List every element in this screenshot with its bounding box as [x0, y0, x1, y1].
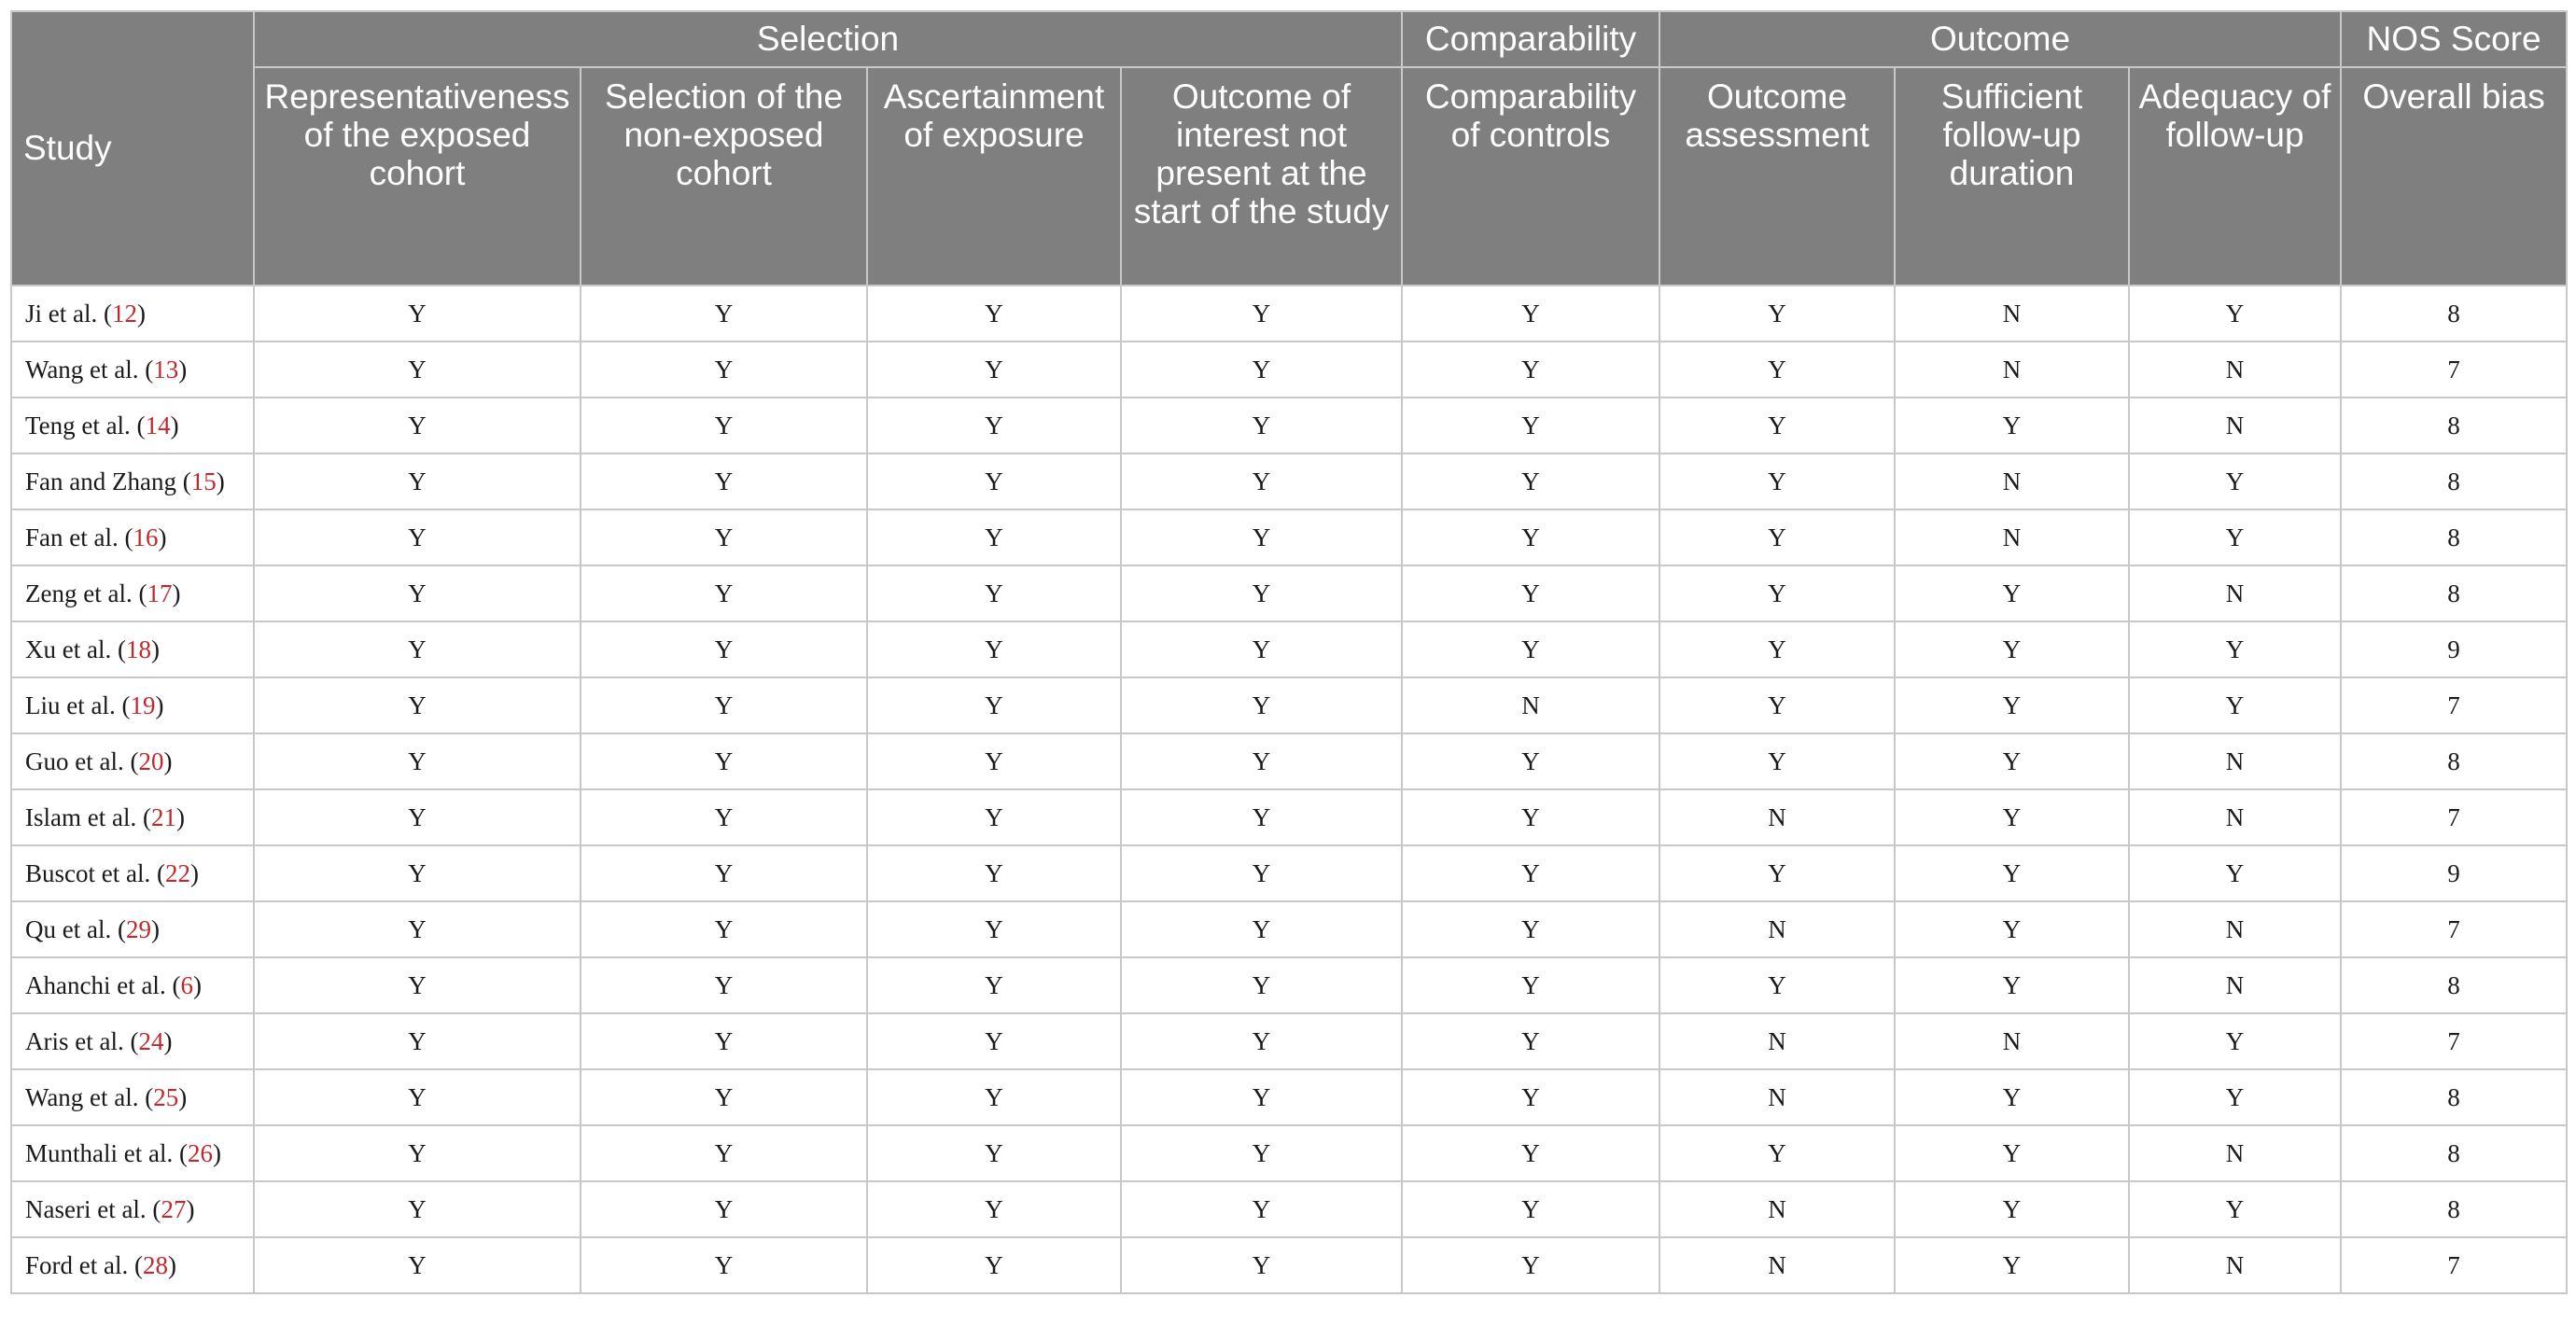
criterion-cell: Y [1659, 621, 1895, 677]
criterion-cell: Y [1121, 1125, 1402, 1181]
criterion-cell: Y [1121, 677, 1402, 733]
study-name: Fan and Zhang ( [25, 467, 191, 495]
study-name: Munthali et al. ( [25, 1138, 188, 1167]
criterion-cell: N [1659, 789, 1895, 845]
criterion-cell: N [1895, 453, 2129, 509]
selection-non-exposed-header: Selection of the non-exposed cohort [581, 67, 867, 286]
criterion-cell: Y [2129, 453, 2341, 509]
criterion-cell: Y [581, 621, 867, 677]
criterion-cell: Y [254, 1237, 581, 1293]
comparability-header: Comparability [1402, 11, 1659, 67]
study-name: Aris et al. ( [25, 1026, 139, 1055]
criterion-cell: Y [1121, 733, 1402, 789]
study-cell [11, 286, 254, 342]
criterion-cell: Y [1121, 1181, 1402, 1237]
criterion-cell: Y [581, 565, 867, 621]
criterion-cell: Y [1121, 901, 1402, 957]
criterion-cell: Y [1895, 1069, 2129, 1125]
study-name: Wang et al. ( [25, 355, 154, 384]
score-cell: 8 [2341, 1181, 2567, 1237]
criterion-cell: Y [581, 677, 867, 733]
criterion-cell: Y [1402, 1069, 1659, 1125]
criterion-cell: N [1895, 342, 2129, 398]
criterion-cell: Y [867, 957, 1121, 1013]
study-cell [11, 957, 254, 1013]
table-row [11, 398, 2567, 453]
outcome-not-present-header: Outcome of interest not present at the start of the study [1121, 67, 1402, 286]
criterion-cell: Y [2129, 1013, 2341, 1069]
criterion-cell: Y [1659, 733, 1895, 789]
score-cell: 9 [2341, 621, 2567, 677]
criterion-cell: N [2129, 398, 2341, 453]
criterion-cell: N [1659, 1237, 1895, 1293]
criterion-cell: Y [867, 677, 1121, 733]
study-name-close: ) [172, 579, 181, 607]
table-row [11, 901, 2567, 957]
criterion-cell: Y [867, 453, 1121, 509]
overall-bias-header: Overall bias [2341, 67, 2567, 286]
study-name-close: ) [178, 355, 188, 384]
criterion-cell: Y [254, 398, 581, 453]
criterion-cell: N [2129, 957, 2341, 1013]
study-name-close: ) [216, 467, 225, 495]
criterion-cell: Y [867, 398, 1121, 453]
criterion-cell: Y [581, 845, 867, 901]
score-cell: 7 [2341, 342, 2567, 398]
criterion-cell: Y [1121, 845, 1402, 901]
table-row [11, 1237, 2567, 1293]
score-cell: 8 [2341, 957, 2567, 1013]
criterion-cell: Y [1402, 621, 1659, 677]
table-row [11, 453, 2567, 509]
study-name-close: ) [158, 523, 167, 551]
table-row [11, 733, 2567, 789]
criterion-cell: N [2129, 1125, 2341, 1181]
table-row [11, 286, 2567, 342]
table-row [11, 845, 2567, 901]
study-name-close: ) [186, 1194, 195, 1223]
criterion-cell: Y [254, 453, 581, 509]
criterion-cell: Y [867, 286, 1121, 342]
study-name-close: ) [178, 1082, 188, 1111]
reference-link[interactable]: 22 [164, 858, 190, 887]
reference-link[interactable]: 20 [138, 746, 164, 775]
criterion-cell: N [2129, 733, 2341, 789]
criterion-cell: Y [1121, 286, 1402, 342]
criterion-cell: Y [581, 1013, 867, 1069]
criterion-cell: Y [581, 342, 867, 398]
criterion-cell: Y [581, 1237, 867, 1293]
criterion-cell: Y [254, 286, 581, 342]
followup-duration-header: Sufficient follow-up duration [1895, 67, 2129, 286]
criterion-cell: Y [1895, 845, 2129, 901]
criterion-cell: Y [1121, 398, 1402, 453]
study-name-close: ) [167, 1250, 176, 1279]
criterion-cell: Y [1895, 901, 2129, 957]
criterion-cell: Y [1121, 509, 1402, 565]
study-name: Zeng et al. ( [25, 579, 147, 607]
criterion-cell: Y [1659, 286, 1895, 342]
study-name: Naseri et al. ( [25, 1194, 161, 1223]
study-cell [11, 342, 254, 398]
score-cell: 8 [2341, 1069, 2567, 1125]
criterion-cell: Y [254, 342, 581, 398]
study-name: Wang et al. ( [25, 1082, 154, 1111]
criterion-cell: Y [254, 901, 581, 957]
criterion-cell: Y [1402, 901, 1659, 957]
criterion-cell: Y [1121, 789, 1402, 845]
criterion-cell: Y [1121, 1237, 1402, 1293]
criterion-cell: N [1659, 1181, 1895, 1237]
study-name: Teng et al. ( [25, 411, 146, 439]
criterion-cell: Y [1659, 342, 1895, 398]
criterion-cell: Y [581, 733, 867, 789]
reference-link[interactable]: 28 [142, 1250, 168, 1279]
study-name: Fan et al. ( [25, 523, 133, 551]
header-row-criteria [11, 67, 2567, 286]
criterion-cell: Y [254, 1181, 581, 1237]
criterion-cell: Y [867, 621, 1121, 677]
study-name-close: ) [163, 746, 173, 775]
criterion-cell: Y [1402, 342, 1659, 398]
criterion-cell: Y [254, 789, 581, 845]
criterion-cell: N [2129, 565, 2341, 621]
criterion-cell: Y [254, 733, 581, 789]
criterion-cell: Y [581, 453, 867, 509]
criterion-cell: Y [1659, 509, 1895, 565]
ascertainment-header: Ascertainment of exposure [867, 67, 1121, 286]
study-name: Qu et al. ( [25, 914, 126, 943]
study-name: Xu et al. ( [25, 635, 126, 663]
criterion-cell: Y [2129, 1181, 2341, 1237]
representativeness-header: Representativeness of the exposed cohort [254, 67, 581, 286]
nos-table-container [10, 10, 2566, 1294]
criterion-cell: Y [2129, 286, 2341, 342]
criterion-cell: Y [254, 957, 581, 1013]
study-name: Ji et al. ( [25, 299, 112, 328]
reference-link[interactable]: 24 [138, 1026, 164, 1055]
criterion-cell: Y [1402, 453, 1659, 509]
score-cell: 8 [2341, 453, 2567, 509]
criterion-cell: N [1659, 901, 1895, 957]
criterion-cell: Y [254, 565, 581, 621]
reference-link[interactable]: 18 [125, 635, 151, 663]
criterion-cell: Y [581, 901, 867, 957]
score-cell: 7 [2341, 901, 2567, 957]
criterion-cell: Y [1895, 621, 2129, 677]
criterion-cell: Y [1121, 565, 1402, 621]
reference-link[interactable]: 17 [147, 579, 173, 607]
study-name: Buscot et al. ( [25, 858, 165, 887]
criterion-cell: Y [1895, 957, 2129, 1013]
score-cell: 8 [2341, 509, 2567, 565]
study-name: Ford et al. ( [25, 1250, 143, 1279]
criterion-cell: Y [1402, 789, 1659, 845]
criterion-cell: Y [1402, 565, 1659, 621]
criterion-cell: N [2129, 789, 2341, 845]
criterion-cell: Y [254, 677, 581, 733]
study-cell [11, 789, 254, 845]
study-cell [11, 398, 254, 453]
study-cell [11, 565, 254, 621]
criterion-cell: Y [1402, 509, 1659, 565]
criterion-cell: Y [581, 789, 867, 845]
criterion-cell: Y [254, 509, 581, 565]
criterion-cell: Y [2129, 677, 2341, 733]
study-cell [11, 1181, 254, 1237]
criterion-cell: Y [1402, 1013, 1659, 1069]
criterion-cell: Y [1402, 1125, 1659, 1181]
criterion-cell: N [1659, 1069, 1895, 1125]
criterion-cell: Y [1659, 845, 1895, 901]
criterion-cell: N [1659, 1013, 1895, 1069]
criterion-cell: Y [2129, 845, 2341, 901]
criterion-cell: Y [1121, 342, 1402, 398]
study-name: Islam et al. ( [25, 802, 151, 831]
table-row [11, 1013, 2567, 1069]
study-name-close: ) [170, 411, 179, 439]
reference-link[interactable]: 21 [150, 802, 176, 831]
criterion-cell: Y [867, 1069, 1121, 1125]
table-row [11, 957, 2567, 1013]
criterion-cell: Y [1121, 957, 1402, 1013]
criterion-cell: Y [1659, 677, 1895, 733]
study-cell [11, 1237, 254, 1293]
criterion-cell: Y [581, 509, 867, 565]
study-cell [11, 1125, 254, 1181]
criterion-cell: Y [1402, 1181, 1659, 1237]
study-name-close: ) [212, 1138, 221, 1167]
criterion-cell: Y [1895, 398, 2129, 453]
criterion-cell: Y [2129, 621, 2341, 677]
study-name-close: ) [175, 802, 185, 831]
criterion-cell: Y [1895, 789, 2129, 845]
study-name: Guo et al. ( [25, 746, 139, 775]
study-name-close: ) [150, 635, 160, 663]
criterion-cell: Y [581, 957, 867, 1013]
criterion-cell: Y [1895, 565, 2129, 621]
criterion-cell: Y [581, 398, 867, 453]
criterion-cell: N [1895, 286, 2129, 342]
study-cell [11, 845, 254, 901]
study-cell [11, 453, 254, 509]
criterion-cell: Y [867, 1237, 1121, 1293]
table-row [11, 565, 2567, 621]
table-row [11, 1069, 2567, 1125]
nos-score-header: NOS Score [2341, 11, 2567, 67]
score-cell: 8 [2341, 565, 2567, 621]
nos-quality-table [10, 10, 2568, 1294]
score-cell: 7 [2341, 1237, 2567, 1293]
criterion-cell: Y [1659, 1125, 1895, 1181]
criterion-cell: Y [254, 1069, 581, 1125]
criterion-cell: Y [581, 286, 867, 342]
criterion-cell: Y [867, 509, 1121, 565]
reference-link[interactable]: 27 [161, 1194, 187, 1223]
reference-link[interactable]: 25 [153, 1082, 179, 1111]
study-name-close: ) [155, 690, 164, 719]
table-row [11, 1181, 2567, 1237]
score-cell: 9 [2341, 845, 2567, 901]
comparability-controls-header: Comparability of controls [1402, 67, 1659, 286]
selection-header: Selection [254, 11, 1402, 67]
outcome-assessment-header: Outcome assessment [1659, 67, 1895, 286]
table-row [11, 677, 2567, 733]
criterion-cell: Y [1895, 1237, 2129, 1293]
criterion-cell: Y [1895, 677, 2129, 733]
study-name-close: ) [136, 299, 146, 328]
criterion-cell: Y [1659, 453, 1895, 509]
study-cell [11, 677, 254, 733]
criterion-cell: Y [1402, 286, 1659, 342]
table-row [11, 621, 2567, 677]
reference-link[interactable]: 29 [125, 914, 151, 943]
criterion-cell: N [1402, 677, 1659, 733]
study-name: Liu et al. ( [25, 690, 131, 719]
criterion-cell: N [2129, 901, 2341, 957]
study-cell [11, 621, 254, 677]
criterion-cell: N [2129, 1237, 2341, 1293]
score-cell: 8 [2341, 733, 2567, 789]
study-cell [11, 509, 254, 565]
criterion-cell: Y [581, 1125, 867, 1181]
reference-link[interactable]: 26 [187, 1138, 213, 1167]
criterion-cell: Y [1121, 1013, 1402, 1069]
table-body [11, 286, 2567, 1293]
criterion-cell: Y [867, 1181, 1121, 1237]
score-cell: 8 [2341, 398, 2567, 453]
score-cell: 8 [2341, 286, 2567, 342]
criterion-cell: Y [1659, 957, 1895, 1013]
reference-link[interactable]: 14 [145, 411, 171, 439]
criterion-cell: Y [867, 901, 1121, 957]
score-cell: 7 [2341, 677, 2567, 733]
study-cell [11, 1069, 254, 1125]
criterion-cell: N [1895, 1013, 2129, 1069]
table-row [11, 1125, 2567, 1181]
criterion-cell: Y [1659, 398, 1895, 453]
criterion-cell: Y [867, 789, 1121, 845]
reference-link[interactable]: 6 [180, 970, 193, 999]
table-row [11, 509, 2567, 565]
header-row-groups [11, 11, 2567, 67]
study-name-close: ) [192, 970, 202, 999]
outcome-header: Outcome [1659, 11, 2341, 67]
criterion-cell: Y [254, 621, 581, 677]
study-header: Study [11, 11, 254, 286]
reference-link[interactable]: 16 [133, 523, 159, 551]
criterion-cell: Y [1895, 1125, 2129, 1181]
criterion-cell: Y [867, 733, 1121, 789]
study-cell [11, 901, 254, 957]
reference-link[interactable]: 19 [130, 690, 156, 719]
study-cell [11, 733, 254, 789]
criterion-cell: Y [1402, 398, 1659, 453]
criterion-cell: N [2129, 342, 2341, 398]
criterion-cell: Y [1121, 621, 1402, 677]
table-row [11, 342, 2567, 398]
criterion-cell: Y [1895, 1181, 2129, 1237]
study-name: Ahanchi et al. ( [25, 970, 181, 999]
criterion-cell: Y [867, 1125, 1121, 1181]
criterion-cell: Y [581, 1069, 867, 1125]
criterion-cell: Y [1402, 845, 1659, 901]
score-cell: 8 [2341, 1125, 2567, 1181]
followup-adequacy-header: Adequacy of follow-up [2129, 67, 2341, 286]
criterion-cell: Y [254, 845, 581, 901]
study-cell [11, 1013, 254, 1069]
criterion-cell: Y [2129, 509, 2341, 565]
criterion-cell: Y [2129, 1069, 2341, 1125]
criterion-cell: N [1895, 509, 2129, 565]
criterion-cell: Y [581, 1181, 867, 1237]
study-name-close: ) [163, 1026, 173, 1055]
criterion-cell: Y [867, 342, 1121, 398]
reference-link[interactable]: 12 [111, 299, 137, 328]
criterion-cell: Y [867, 845, 1121, 901]
criterion-cell: Y [867, 565, 1121, 621]
criterion-cell: Y [1121, 453, 1402, 509]
criterion-cell: Y [1402, 957, 1659, 1013]
study-name-close: ) [189, 858, 199, 887]
criterion-cell: Y [1402, 1237, 1659, 1293]
reference-link[interactable]: 15 [190, 467, 217, 495]
score-cell: 7 [2341, 789, 2567, 845]
reference-link[interactable]: 13 [153, 355, 179, 384]
table-row [11, 789, 2567, 845]
study-name-close: ) [150, 914, 160, 943]
criterion-cell: Y [867, 1013, 1121, 1069]
criterion-cell: Y [1121, 1069, 1402, 1125]
score-cell: 7 [2341, 1013, 2567, 1069]
criterion-cell: Y [254, 1013, 581, 1069]
criterion-cell: Y [254, 1125, 581, 1181]
criterion-cell: Y [1402, 733, 1659, 789]
criterion-cell: Y [1895, 733, 2129, 789]
criterion-cell: Y [1659, 565, 1895, 621]
